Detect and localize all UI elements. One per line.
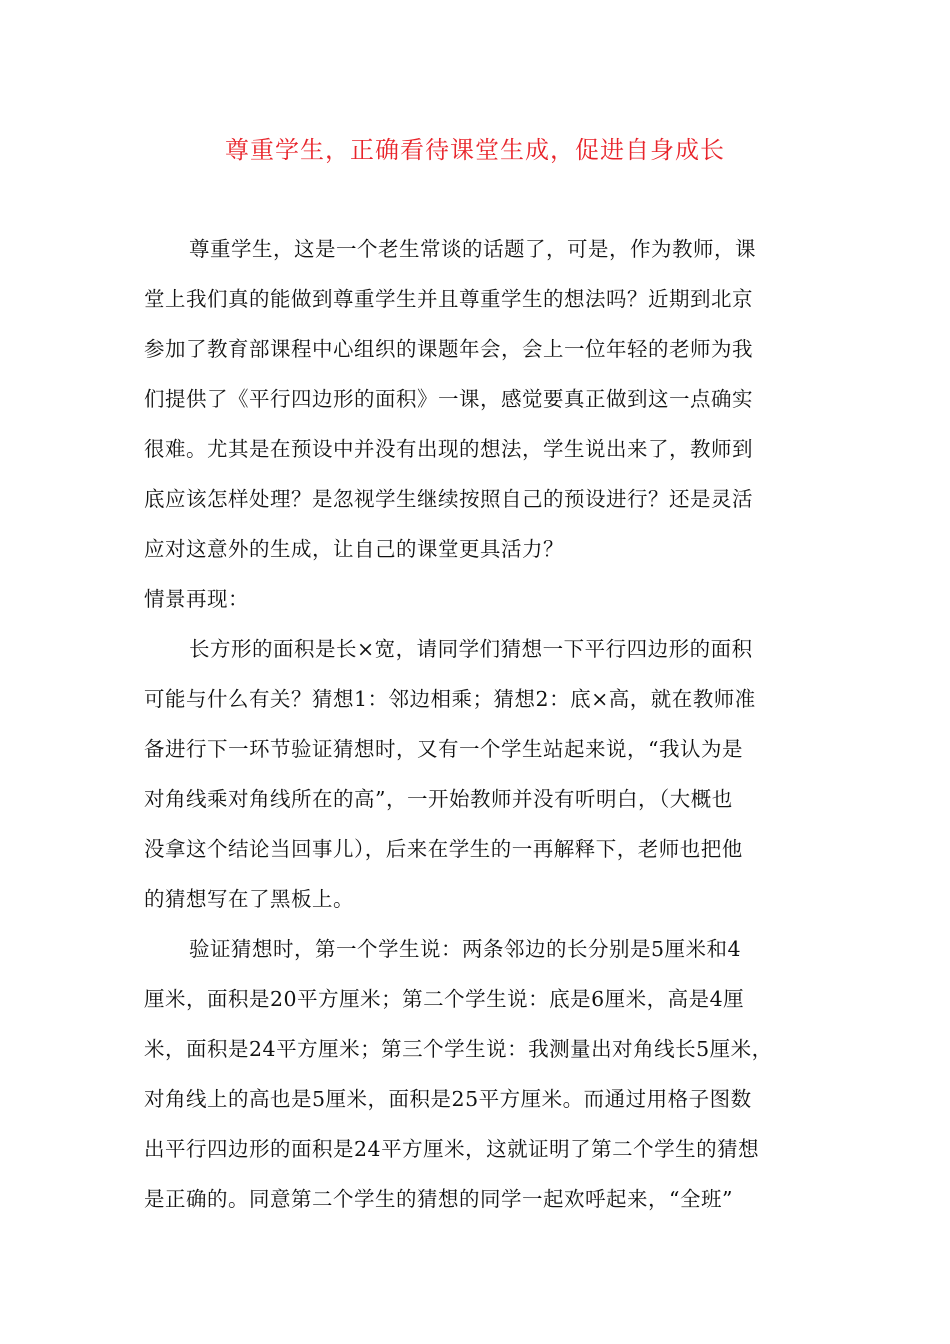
paragraph-1-line-2: 堂上我们真的能做到尊重学生并且尊重学生的想法吗？近期到北京: [144, 287, 753, 311]
paragraph-4-line-3: 米，面积是24平方厘米；第三个学生说：我测量出对角线长5厘米，: [144, 1037, 773, 1061]
paragraph-1-line-3: 参加了教育部课程中心组织的课题年会，会上一位年轻的老师为我: [144, 337, 753, 361]
paragraph-1-line-1: 尊重学生，这是一个老生常谈的话题了，可是，作为教师，课: [189, 237, 756, 261]
paragraph-3-line-4: 对角线乘对角线所在的高”，一开始教师并没有听明白，（大概也: [144, 787, 733, 811]
paragraph-4-line-2: 厘米，面积是20平方厘米；第二个学生说：底是6厘米，高是4厘: [144, 987, 745, 1011]
paragraph-1-line-6: 底应该怎样处理？是忽视学生继续按照自己的预设进行？还是灵活: [144, 487, 753, 511]
paragraph-1-line-4: 们提供了《平行四边形的面积》一课，感觉要真正做到这一点确实: [144, 387, 753, 411]
paragraph-3-line-6: 的猜想写在了黑板上。: [144, 887, 354, 911]
paragraph-3-line-5: 没拿这个结论当回事儿），后来在学生的一再解释下，老师也把他: [144, 837, 743, 861]
section-heading-scene: 情景再现：: [144, 587, 249, 611]
paragraph-4-line-1: 验证猜想时，第一个学生说：两条邻边的长分别是5厘米和4: [189, 937, 742, 961]
document-body: [144, 224, 808, 1224]
paragraph-1-line-7: 应对这意外的生成，让自己的课堂更具活力？: [144, 537, 564, 561]
paragraph-4-line-6: 是正确的。同意第二个学生的猜想的同学一起欢呼起来，“全班”: [144, 1187, 733, 1211]
paragraph-4-line-5: 出平行四边形的面积是24平方厘米，这就证明了第二个学生的猜想: [144, 1137, 760, 1161]
document-title: 尊重学生，正确看待课堂生成，促进自身成长: [225, 136, 725, 164]
paragraph-1-line-5: 很难。尤其是在预设中并没有出现的想法，学生说出来了，教师到: [144, 437, 753, 461]
paragraph-4-line-4: 对角线上的高也是5厘米，面积是25平方厘米。而通过用格子图数: [144, 1087, 752, 1111]
paragraph-3-line-3: 备进行下一环节验证猜想时，又有一个学生站起来说，“我认为是: [144, 737, 743, 761]
paragraph-3-line-1: 长方形的面积是长×宽，请同学们猜想一下平行四边形的面积: [189, 637, 753, 661]
paragraph-3-line-2: 可能与什么有关？猜想1：邻边相乘；猜想2：底×高，就在教师准: [144, 687, 756, 711]
